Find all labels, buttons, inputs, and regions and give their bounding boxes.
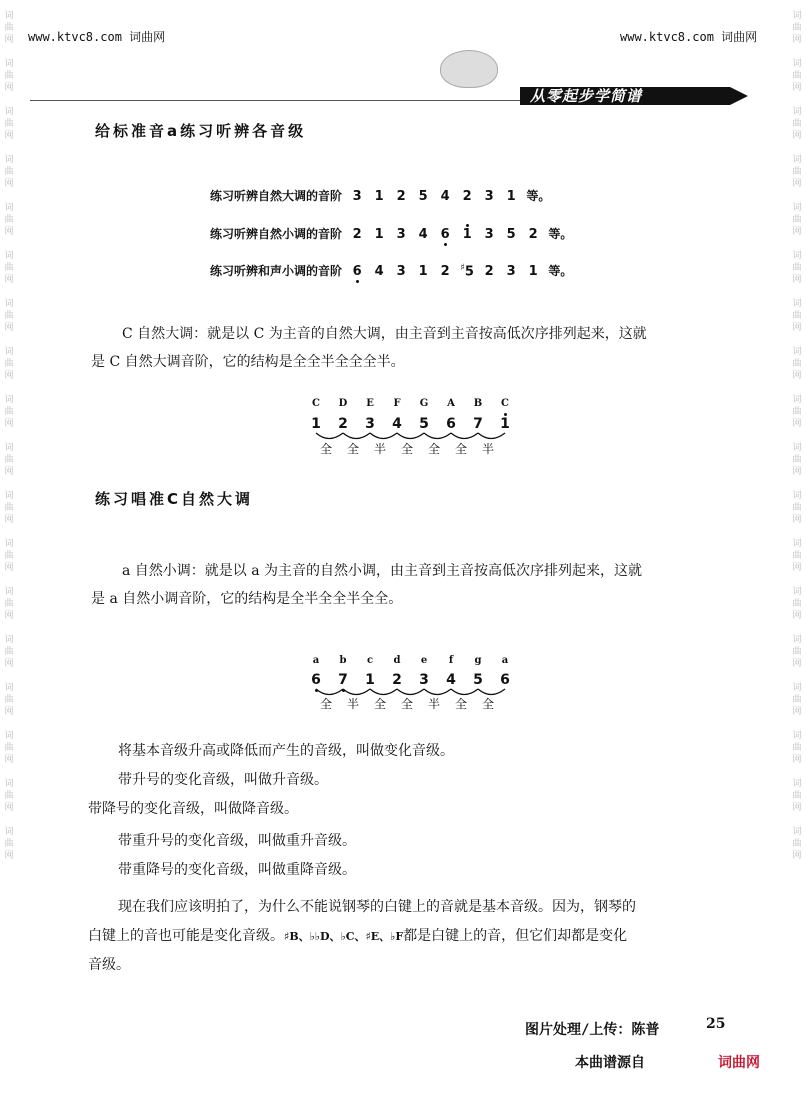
scale-letter: F [393,398,401,409]
body-paragraph: 带降号的变化音级，叫做降音级。 [88,801,298,817]
interval-label: 全 [319,442,332,456]
practice-suffix: 等。 [548,264,573,278]
scale-letter: b [339,655,347,666]
practice-label: 练习听辨自然大调的音阶 [210,189,343,203]
interval-label: 全 [319,697,332,711]
scale-letter: C [501,398,509,409]
scale-note: 1 [365,672,375,688]
scale-letter: f [448,655,454,666]
scale-letter: C [312,398,320,409]
section-heading-singing: 练习唱准C自然大调 [95,490,254,508]
practice-notes: 2 1 3 4 6 1 3 5 2 [352,227,538,242]
scale-letter: E [366,398,374,409]
minor-definition-line2: 是 a 自然小调音阶，它的结构是全半全全半全全。 [91,591,403,607]
practice-notes: 6 4 3 1 2 ♯5 2 3 1 [346,264,548,278]
interval-label: 全 [400,697,413,711]
logo-arrow-icon [730,87,748,105]
decorative-heart-logo [440,50,498,88]
interval-label: 全 [373,697,386,711]
interval-label: 全 [454,442,467,456]
scale-letter: a [501,655,509,666]
body-paragraph: 现在我们应该明拍了，为什么不能说钢琴的白键上的音就是基本音级。因为，钢琴的 [118,899,636,915]
interval-label: 半 [373,442,386,456]
scale-letter: a [312,655,320,666]
scale-note: 7 [333,672,353,688]
side-watermark-left: 词 曲 网 词 曲 网 词 曲 网 词 曲 网 词 曲 网 词 曲 网 词 曲 网 词 曲 网 词 曲 网 词 曲 网 词 曲 网 词 曲 网 词 曲 网 词 曲 网 词 曲 网 词 曲 网 词 曲 网 词 曲 网 [4,11,14,861]
minor-scale-letters [306,655,509,669]
scale-letter: g [474,655,482,666]
interval-label: 全 [454,697,467,711]
body-text: 白键上的音也可能是变化音级。 [88,928,284,944]
body-paragraph: 带升号的变化音级，叫做升音级。 [118,772,328,788]
page-number: 25 [706,1016,726,1032]
scale-note: 2 [338,416,348,432]
scale-note: 5 [419,416,429,432]
major-scale-intervals [316,440,516,456]
scale-note: 4 [446,672,456,688]
minor-definition-line1: a 自然小调：就是以 a 为主音的自然小调，由主音到主音按高低次序排列起来，这就 [122,563,643,579]
scale-note: 3 [365,416,375,432]
altered-notes-list: ♯B、♭♭D、♭C、♯E、♭F [284,930,404,943]
scale-note: 6 [446,416,456,432]
body-paragraph: 音级。 [88,957,130,973]
scale-letter: d [393,655,401,666]
body-paragraph: 将基本音级升高或降低而产生的音级，叫做变化音级。 [118,743,454,759]
header-url-left: www.ktvc8.com 词曲网 [28,30,166,44]
interval-label: 全 [427,442,440,456]
scale-note: 2 [392,672,402,688]
body-paragraph: 带重降号的变化音级，叫做重降音级。 [118,862,356,878]
scale-letter: c [366,655,374,666]
practice-line-natural-minor [210,225,572,242]
side-watermark-right: 词 曲 网 词 曲 网 词 曲 网 词 曲 网 词 曲 网 词 曲 网 词 曲 网 词 曲 网 词 曲 网 词 曲 网 词 曲 网 词 曲 网 词 曲 网 词 曲 网 词 曲 网 词 曲 网 词 曲 网 词 曲 网 [792,11,802,861]
major-definition-line2: 是 C 自然大调音阶，它的结构是全全半全全全半。 [91,354,405,370]
practice-label: 练习听辨和声小调的音阶 [210,264,343,278]
scale-note: 1 [311,416,321,432]
practice-suffix: 等。 [548,227,573,241]
interval-label: 全 [346,442,359,456]
scale-note: 7 [473,416,483,432]
practice-notes: 3 1 2 5 4 2 3 1 [352,189,516,204]
scale-note: 1 [495,416,515,432]
scale-letter: G [419,398,429,409]
major-scale-letters [306,398,509,412]
scale-note: 3 [419,672,429,688]
body-paragraph [88,921,627,952]
interval-label: 全 [481,697,494,711]
scale-letter: D [338,398,348,409]
source-brand-link[interactable]: 词曲网 [718,1055,760,1071]
header-url-right: www.ktvc8.com 词曲网 [620,30,758,44]
practice-label: 练习听辨自然小调的音阶 [210,227,343,241]
body-paragraph: 带重升号的变化音级，叫做重升音级。 [118,833,356,849]
scale-note: 4 [392,416,402,432]
scale-letter: e [420,655,428,666]
scale-note: 6 [306,672,326,688]
scale-note: 6 [500,672,510,688]
interval-label: 半 [346,697,359,711]
minor-scale-intervals [316,695,516,711]
scale-letter: B [473,398,483,409]
book-logo: 从零起步学简谱 [520,87,730,105]
interval-label: 半 [481,442,494,456]
source-label: 本曲谱源自 [575,1055,645,1071]
section-heading-listening: 给标准音a练习听辨各音级 [95,122,307,140]
body-text: 都是白键上的音，但它们却都是变化 [403,928,628,944]
practice-line-harmonic-minor [210,262,572,279]
scale-note: 5 [473,672,483,688]
practice-suffix: 等。 [526,189,551,203]
practice-line-natural-major [210,187,550,204]
scale-letter: A [447,398,455,409]
major-definition-line1: C 自然大调：就是以 C 为主音的自然大调，由主音到主音按高低次序排列起来，这就 [122,326,647,342]
interval-label: 半 [427,697,440,711]
interval-label: 全 [400,442,413,456]
upload-credit: 图片处理/上传：陈普 [525,1022,660,1038]
